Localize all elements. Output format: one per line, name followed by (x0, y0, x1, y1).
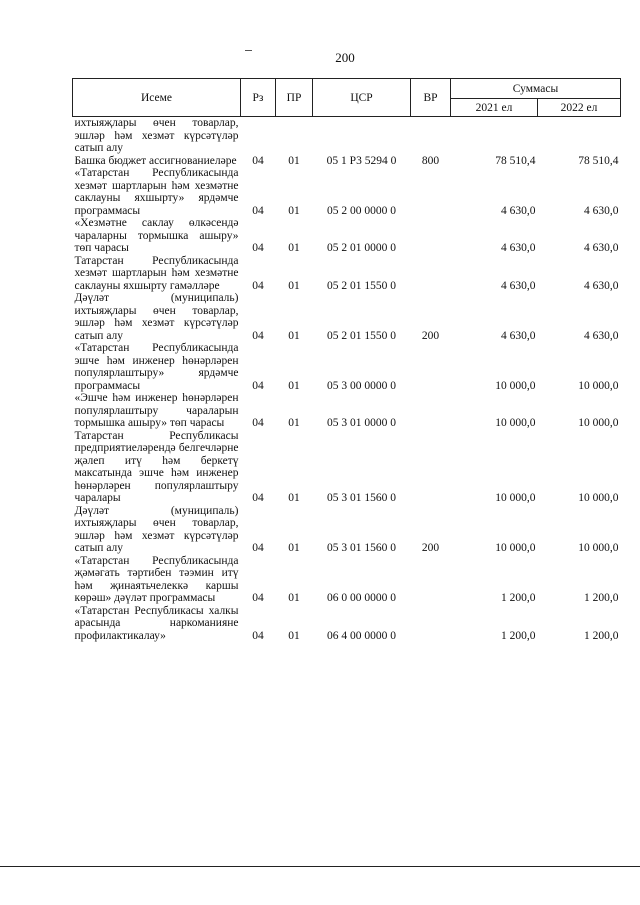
row-rz: 04 (252, 154, 264, 167)
table-row (73, 292, 621, 342)
scan-mark (245, 50, 252, 51)
row-pr: 01 (288, 492, 300, 504)
row-csr: 05 1 Р3 5294 0 (326, 154, 397, 167)
row-vr: 200 (421, 542, 440, 554)
row-vr: 800 (421, 154, 440, 167)
row-csr: 05 2 01 1550 0 (327, 279, 396, 292)
budget-table (72, 78, 621, 642)
row-pr: 01 (288, 379, 300, 392)
row-rz: 04 (252, 542, 264, 554)
row-amount-2022: 4 630,0 (584, 204, 619, 217)
row-amount-2021: 4 630,0 (501, 329, 536, 342)
row-name: Татарстан Республикасы предприятиеләрендә белгечләрне җәлеп итү һәм беркетү максатында эшче һәм инженер һөнәрләрен популярлаштыру чаралары (74, 429, 239, 504)
row-amount-2021: 4 630,0 (501, 204, 536, 217)
header-vr: ВР (411, 79, 451, 117)
row-csr: 05 2 00 0000 0 (327, 204, 396, 217)
header-rz: Рз (241, 79, 276, 117)
row-name: Дәүләт (муниципаль) ихтыяҗлары өчен товарлар, эшләр һәм хезмәт күрсәтүләр сатып алу (74, 504, 239, 554)
row-vr (411, 342, 451, 392)
row-rz: 04 (252, 379, 264, 392)
table-row (73, 392, 621, 430)
header-amounts: Суммасы (451, 79, 621, 99)
row-vr (411, 117, 451, 155)
table-row (73, 255, 621, 293)
row-amount-2022: 4 630,0 (584, 329, 619, 342)
row-amount-2021: 4 630,0 (501, 242, 536, 254)
table-row (73, 217, 621, 255)
row-csr: 06 4 00 0000 0 (327, 629, 396, 642)
page-bottom-rule (0, 866, 640, 867)
row-amount-2021: 78 510,4 (495, 154, 536, 167)
row-name: «Хезмәтне саклау өлкәсендә чараларны тормышка ашыру» төп чарасы (74, 217, 239, 254)
row-vr (411, 255, 451, 293)
row-name: «Эшче һәм инженер һөнәрләрен популярлаштыру чараларын тормышка ашыру» төп чарасы (74, 392, 239, 429)
row-pr: 01 (288, 329, 300, 342)
row-csr: 05 2 01 1550 0 (327, 329, 396, 342)
table-row (73, 155, 621, 168)
row-rz (241, 117, 276, 155)
row-amount-2021 (451, 117, 538, 155)
row-vr: 200 (421, 329, 440, 342)
row-csr: 05 3 01 1560 0 (327, 492, 396, 504)
row-name: Башка бюджет ассигнованиеләре (74, 154, 237, 167)
table-row (73, 605, 621, 643)
row-pr: 01 (288, 204, 300, 217)
page-number: 200 (335, 50, 355, 65)
table-row (73, 555, 621, 605)
row-rz: 04 (252, 329, 264, 342)
row-amount-2021: 10 000,0 (495, 379, 536, 392)
row-vr (411, 605, 451, 643)
row-rz: 04 (252, 629, 264, 642)
row-name: «Татарстан Республикасы халкы арасында наркоманияне профилактикалау» (74, 604, 239, 642)
row-name: Татарстан Республикасында хезмәт шартларын һәм хезмәтне саклауны яхшырту гамәлләре (74, 254, 239, 292)
row-pr: 01 (288, 154, 300, 167)
row-pr: 01 (288, 592, 300, 604)
row-vr (411, 392, 451, 430)
row-name: «Татарстан Республикасында эшче һәм инженер һөнәрләрен популярлаштыру» ярдәмче программасы (74, 342, 239, 392)
row-csr: 05 3 01 0000 0 (327, 417, 396, 429)
row-amount-2022: 1 200,0 (584, 629, 619, 642)
table-row (73, 117, 621, 155)
row-rz: 04 (252, 417, 264, 429)
row-amount-2022: 10 000,0 (578, 379, 619, 392)
row-amount-2022: 10 000,0 (578, 417, 619, 429)
row-name: «Татарстан Республикасында җәмәгать тәртибен тәэмин итү һәм җинаятьчелеккә каршы көрәш» дәүләт программасы (74, 554, 239, 604)
row-amount-2021: 4 630,0 (501, 279, 536, 292)
row-amount-2022 (538, 117, 621, 155)
row-amount-2021: 1 200,0 (501, 592, 536, 604)
row-csr (313, 117, 411, 155)
row-amount-2022: 4 630,0 (584, 242, 619, 254)
row-pr: 01 (288, 417, 300, 429)
row-amount-2021: 10 000,0 (495, 542, 536, 554)
row-vr (411, 430, 451, 505)
row-name: Дәүләт (муниципаль) ихтыяҗлары өчен товарлар, эшләр һәм хезмәт күрсәтүләр сатып алу (74, 292, 239, 342)
row-csr: 05 2 01 0000 0 (327, 242, 396, 254)
table-row (73, 342, 621, 392)
header-csr: ЦСР (313, 79, 411, 117)
row-vr (411, 167, 451, 217)
row-pr (276, 117, 313, 155)
row-rz: 04 (252, 204, 264, 217)
row-amount-2021: 10 000,0 (495, 492, 536, 504)
row-amount-2021: 1 200,0 (501, 629, 536, 642)
table-row (73, 167, 621, 217)
header-year-2022: 2022 ел (538, 99, 621, 117)
row-csr: 05 3 00 0000 0 (327, 379, 396, 392)
table-row (73, 505, 621, 555)
row-amount-2022: 10 000,0 (578, 492, 619, 504)
row-csr: 05 3 01 1560 0 (327, 542, 396, 554)
row-rz: 04 (252, 492, 264, 504)
row-amount-2022: 1 200,0 (584, 592, 619, 604)
row-pr: 01 (288, 242, 300, 254)
row-name: «Татарстан Республикасында хезмәт шартларын һәм хезмәтне саклауны яхшырту» ярдәмче программасы (74, 167, 239, 217)
row-name: ихтыяҗлары өчен товарлар, эшләр һәм хезмәт күрсәтүләр сатып алу (74, 117, 239, 154)
row-amount-2022: 10 000,0 (578, 542, 619, 554)
row-rz: 04 (252, 242, 264, 254)
row-amount-2021: 10 000,0 (495, 417, 536, 429)
row-vr (411, 217, 451, 255)
row-vr (411, 555, 451, 605)
header-pr: ПР (276, 79, 313, 117)
row-pr: 01 (288, 629, 300, 642)
row-amount-2022: 4 630,0 (584, 279, 619, 292)
row-csr: 06 0 00 0000 0 (327, 592, 396, 604)
header-year-2021: 2021 ел (451, 99, 538, 117)
row-pr: 01 (288, 279, 300, 292)
row-pr: 01 (288, 542, 300, 554)
table-row (73, 430, 621, 505)
header-name: Исеме (73, 79, 241, 117)
row-amount-2022: 78 510,4 (578, 154, 619, 167)
row-rz: 04 (252, 279, 264, 292)
row-rz: 04 (252, 592, 264, 604)
